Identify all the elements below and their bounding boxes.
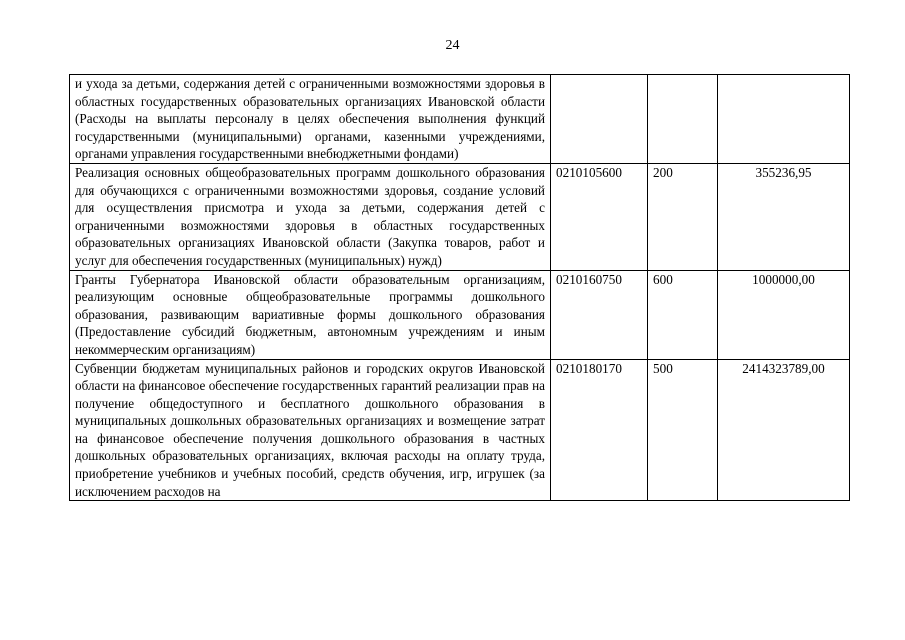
row-description: Субвенции бюджетам муниципальных районов и городских округов Ивановской области на финансовое обеспечение государственных гарантий реализации прав на получение общедоступного и бесплатного дошкольного образования в муниципальных дошкольных образовательных организациях и возмещение затрат на финансовое обеспечение получения дошкольного образования в частных дошкольных образовательных организациях, включая расходы на оплату труда, приобретение учебников и учебных пособий, средств обучения, игр, игрушек (за исключением расходов на	[70, 359, 551, 501]
table-row	[70, 75, 850, 164]
row-expense-kind	[648, 75, 718, 164]
row-expense-kind: 600	[648, 270, 718, 359]
row-amount: 355236,95	[718, 163, 850, 270]
page-number: 24	[445, 38, 460, 53]
row-amount	[718, 75, 850, 164]
row-target-code: 0210180170	[551, 359, 648, 501]
row-target-code: 0210105600	[551, 163, 648, 270]
row-description: и ухода за детьми, содержания детей с ограниченными возможностями здоровья в областных государственных образовательных организациях Ивановской области (Расходы на выплаты персоналу в целях обеспечения выполнения функций государственными (муниципальными) органами, казенными учреждениями, органами управления государственными внебюджетными фондами)	[70, 75, 551, 164]
budget-table	[69, 74, 850, 501]
row-description: Реализация основных общеобразовательных программ дошкольного образования для обучающихся с ограниченными возможностями здоровья, создание условий для осуществления присмотра и ухода за детьми, содержания детей с ограниченными возможностями здоровья в областных государственных образовательных организациях Ивановской области (Закупка товаров, работ и услуг для обеспечения государственных (муниципальных) нужд)	[70, 163, 551, 270]
row-target-code: 0210160750	[551, 270, 648, 359]
table-row	[70, 270, 850, 359]
row-amount: 1000000,00	[718, 270, 850, 359]
row-target-code	[551, 75, 648, 164]
row-expense-kind: 500	[648, 359, 718, 501]
table-row	[70, 359, 850, 501]
table-row	[70, 163, 850, 270]
row-expense-kind: 200	[648, 163, 718, 270]
row-amount: 2414323789,00	[718, 359, 850, 501]
row-description: Гранты Губернатора Ивановской области образовательным организациям, реализующим основные общеобразовательные программы дошкольного образования, развивающим вариативные формы дошкольного образования (Предоставление субсидий бюджетным, автономным учреждениям и иным некоммерческим организациям)	[70, 270, 551, 359]
